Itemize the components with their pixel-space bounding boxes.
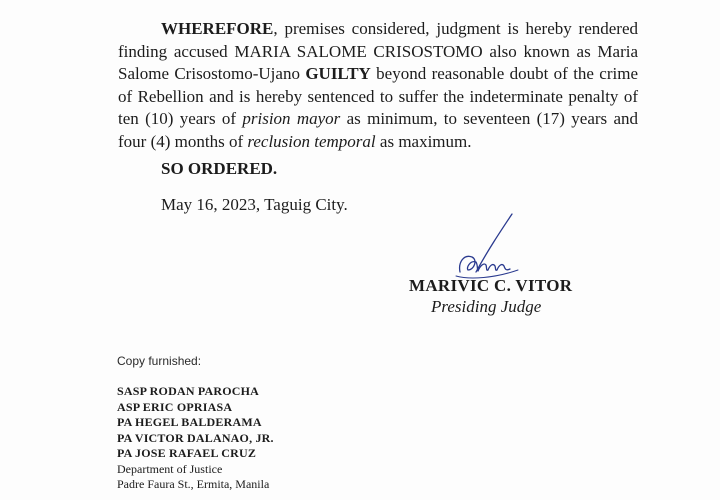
paragraph-text-4: as maximum. (375, 131, 472, 151)
prision-mayor-term: prision mayor (242, 109, 341, 128)
so-ordered-heading: SO ORDERED. (161, 159, 278, 178)
wherefore-word: WHEREFORE (161, 19, 274, 38)
recipient-list (117, 384, 274, 493)
recipient-name: SASP RODAN PAROCHA (117, 384, 260, 398)
paragraph-text-2: beyond reasonable doubt of the crime of Rebellion and is hereby sentenced to suffer the indeterminate penalty of ten (10) years of (118, 64, 639, 128)
judge-name: MARIVIC C. VITOR (409, 276, 573, 295)
recipient-name: PA VICTOR DALANAO, JR. (117, 430, 274, 445)
paragraph-text-3: as minimum, to seventeen (17) years and four (4) months of (118, 109, 638, 151)
judge-title: Presiding Judge (431, 297, 542, 316)
copy-furnished-label: Copy furnished: (117, 354, 202, 368)
guilty-word: GUILTY (305, 64, 371, 83)
recipient-address: Padre Faura St., Ermita, Manila (117, 477, 270, 491)
recipient-name: PA JOSE RAFAEL CRUZ (117, 446, 257, 460)
recipient-name: PA HEGEL BALDERAMA (117, 415, 262, 429)
paragraph-text-1: , premises considered, judgment is hereby rendered finding accused MARIA SALOME CRISOSTOMO also known as Maria Salome Crisostomo-Ujano (118, 19, 638, 83)
recipient-name: ASP ERIC OPRIASA (117, 399, 233, 414)
dispositive-paragraph (118, 18, 638, 153)
reclusion-temporal-term: reclusion temporal (247, 131, 376, 151)
date-place-line: May 16, 2023, Taguig City. (161, 195, 348, 214)
recipient-office: Department of Justice (117, 461, 223, 476)
